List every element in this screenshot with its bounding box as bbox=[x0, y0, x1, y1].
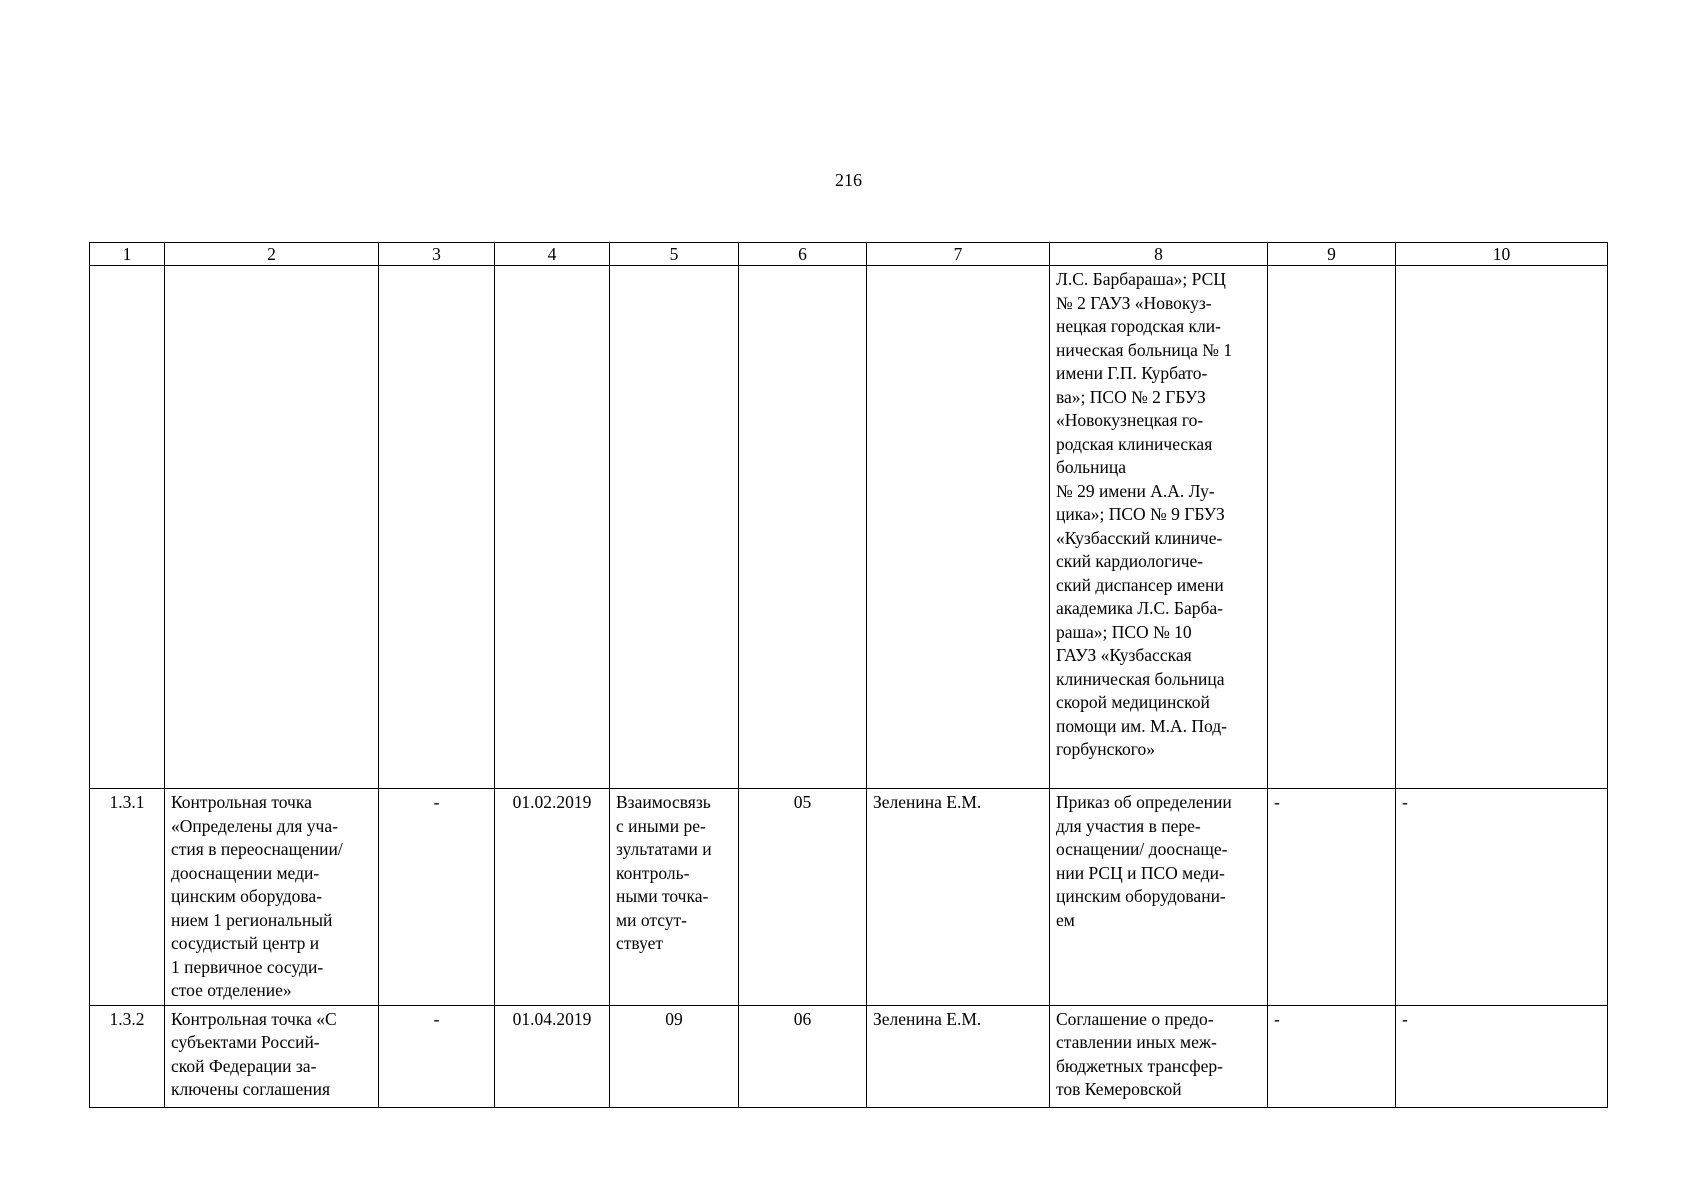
cell-code bbox=[739, 266, 867, 789]
column-header: 10 bbox=[1396, 243, 1608, 266]
cell-col10: - bbox=[1396, 789, 1608, 1006]
column-header: 9 bbox=[1268, 243, 1396, 266]
cell-result: Л.С. Барбараша»; РСЦ № 2 ГАУЗ «Новокуз- нецкая городская кли- ническая больница № 1 имени Г.П. Курбато- ва»; ПСО № 2 ГБУЗ «Новокузнецкая го- родская клиническая больница № 29 имени А.А. Лу- цика»; ПСО № 9 ГБУЗ «Кузбасский клиниче- ский кардиологиче- ский диспансер имени академика Л.С. Барба- раша»; ПСО № 10 ГАУЗ «Кузбасская клиническая больница скорой медицинской помощи им. М.А. Под- горбунского» bbox=[1050, 266, 1268, 789]
cell-number bbox=[90, 266, 165, 789]
cell-end-date bbox=[495, 266, 610, 789]
cell-col9: - bbox=[1268, 1005, 1396, 1107]
cell-responsible: Зеленина Е.М. bbox=[867, 1005, 1050, 1107]
cell-start-date bbox=[379, 266, 495, 789]
cell-number: 1.3.2 bbox=[90, 1005, 165, 1107]
cell-col9: - bbox=[1268, 789, 1396, 1006]
cell-number: 1.3.1 bbox=[90, 789, 165, 1006]
cell-result: Соглашение о предо- ставлении иных меж- бюджетных трансфер- тов Кемеровской bbox=[1050, 1005, 1268, 1107]
column-header: 8 bbox=[1050, 243, 1268, 266]
cell-start-date: - bbox=[379, 789, 495, 1006]
table-row bbox=[90, 789, 1608, 1006]
cell-link: 09 bbox=[610, 1005, 739, 1107]
cell-col9 bbox=[1268, 266, 1396, 789]
cell-responsible: Зеленина Е.М. bbox=[867, 789, 1050, 1006]
column-header: 7 bbox=[867, 243, 1050, 266]
column-header: 2 bbox=[165, 243, 379, 266]
table-row bbox=[90, 1005, 1608, 1107]
column-header: 4 bbox=[495, 243, 610, 266]
page-number: 216 bbox=[835, 170, 862, 190]
cell-result: Приказ об определении для участия в пере- оснащении/ дооснаще- нии РСЦ и ПСО меди- цинским оборудовани- ем bbox=[1050, 789, 1268, 1006]
cell-link bbox=[610, 266, 739, 789]
cell-responsible bbox=[867, 266, 1050, 789]
column-header: 5 bbox=[610, 243, 739, 266]
cell-end-date: 01.02.2019 bbox=[495, 789, 610, 1006]
cell-code: 06 bbox=[739, 1005, 867, 1107]
cell-code: 05 bbox=[739, 789, 867, 1006]
table-row bbox=[90, 266, 1608, 789]
column-header: 1 bbox=[90, 243, 165, 266]
plan-table bbox=[89, 242, 1608, 1108]
column-header: 3 bbox=[379, 243, 495, 266]
column-header: 6 bbox=[739, 243, 867, 266]
cell-name: Контрольная точка «С субъектами Россий- ской Федерации за- ключены соглашения bbox=[165, 1005, 379, 1107]
cell-start-date: - bbox=[379, 1005, 495, 1107]
cell-name: Контрольная точка «Определены для уча- стия в переоснащении/ дооснащении меди- цинским оборудова- нием 1 региональный сосудистый центр и 1 первичное сосуди- стое отделение» bbox=[165, 789, 379, 1006]
cell-col10 bbox=[1396, 266, 1608, 789]
cell-name bbox=[165, 266, 379, 789]
table-header-row bbox=[90, 243, 1608, 266]
cell-link: Взаимосвязь с иными ре- зультатами и контроль- ными точка- ми отсут- ствует bbox=[610, 789, 739, 1006]
cell-col10: - bbox=[1396, 1005, 1608, 1107]
cell-end-date: 01.04.2019 bbox=[495, 1005, 610, 1107]
